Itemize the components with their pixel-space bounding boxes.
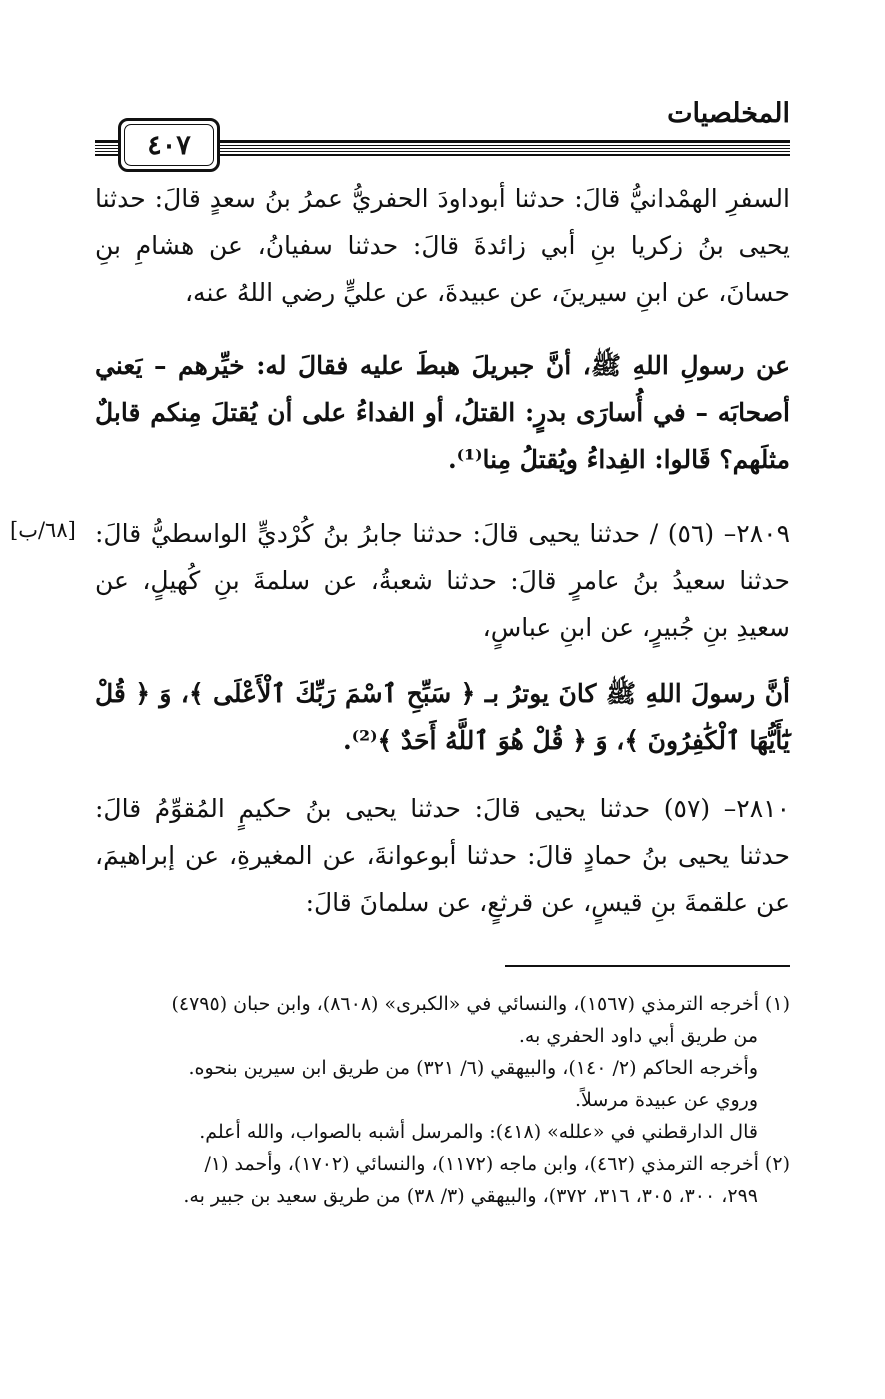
- footnote-2-line: ٢٩٩، ٣٠٠، ٣٠٥، ٣١٦، ٣٧٢)، والبيهقي (٣/ ٣٨) من طريق سعيد بن جبير به.: [183, 1185, 758, 1207]
- paragraph-matn-1: [95, 342, 790, 483]
- footnote-1-line: من طريق أبي داود الحفري به.: [518, 1025, 758, 1047]
- footnote-1-line: وأخرجه الحاكم (٢/ ١٤٠)، والبيهقي (٦/ ٣٢١) من طريق ابن سيرين بنحوه.: [188, 1057, 758, 1079]
- page-number-box: [118, 118, 220, 172]
- paragraph-text: ٢٨٠٩– (٥٦) / حدثنا يحيى قالَ: حدثنا جابرُ بنُ كُرْديٍّ الواسطيُّ قالَ: حدثنا سعيدُ بنُ عامرٍ قالَ: حدثنا شعبةُ، عن سلمةَ بنِ كُهيلٍ، عن سعيدِ بنِ جُبيرٍ، عن ابنِ عباسٍ،: [95, 519, 791, 642]
- paragraph-matn-2: [95, 670, 790, 764]
- footnote-2: (٢) أخرجه الترمذي (٤٦٢)، وابن ماجه (١١٧٢)، والنسائي (١٧٠٢)، وأحمد (١/: [204, 1153, 790, 1175]
- footnote-1-line: قال الدارقطني في «علله» (٤١٨): والمرسل أشبه بالصواب، والله أعلم.: [199, 1121, 758, 1143]
- footnotes: [95, 988, 790, 1212]
- manuscript-folio-note: [٦٨/ب]: [10, 518, 76, 542]
- footnote-1-line: وروي عن عبيدة مرسلاً.: [574, 1089, 758, 1111]
- paragraph-text: السفرِ الهمْدانيُّ قالَ: حدثنا أبوداودَ الحفريُّ عمرُ بنُ سعدٍ قالَ: حدثنا يحيى بنُ زكريا بنِ أبي زائدةَ قالَ: حدثنا سفيانُ، عن هشامِ بنِ حسانَ، عن ابنِ سيرينَ، عن عبيدةَ، عن عليٍّ رضي اللهُ عنه،: [95, 184, 791, 307]
- footnote-separator: [505, 965, 790, 967]
- paragraph-text: عن رسولِ اللهِ ﷺ، أنَّ جبريلَ هبطَ عليه فقالَ له: خيِّرهم – يَعني أصحابَه – في أُسارَى بدرٍ: القتلُ، أو الفداءُ على أن يُقتلَ مِنكم قابلٌ مثلَهم؟ قَالوا: الفِداءُ ويُقتلُ مِنا⁽¹⁾.: [95, 351, 790, 474]
- paragraph-text: ٢٨١٠– (٥٧) حدثنا يحيى قالَ: حدثنا يحيى بنُ حكيمٍ المُقوِّمُ قالَ: حدثنا يحيى بنُ حمادٍ قالَ: حدثنا أبوعوانةَ، عن المغيرةِ، عن إبراهيمَ، عن علقمةَ بنِ قيسٍ، عن قرثعٍ، عن سلمانَ قالَ:: [95, 794, 791, 917]
- paragraph-isnad-1: [95, 175, 790, 316]
- paragraph-hadith-2809: [95, 510, 790, 651]
- footnote-1: (١) أخرجه الترمذي (١٥٦٧)، والنسائي في «الكبرى» (٨٦٠٨)، وابن حبان (٤٧٩٥): [171, 993, 790, 1015]
- running-title: المخلصيات: [667, 98, 790, 129]
- page-number: ٤٠٧: [147, 129, 191, 161]
- paragraph-text: أنَّ رسولَ اللهِ ﷺ كانَ يوترُ بـ ﴿ سَبِّحِ ٱسْمَ رَبِّكَ ٱلْأَعْلَى ﴾، وَ ﴿ قُلْ يَٰٓأَيُّهَا ٱلْكَٰفِرُونَ ﴾، وَ ﴿ قُلْ هُوَ ٱللَّهُ أَحَدٌ ﴾⁽²⁾.: [95, 679, 790, 755]
- paragraph-hadith-2810: [95, 785, 790, 926]
